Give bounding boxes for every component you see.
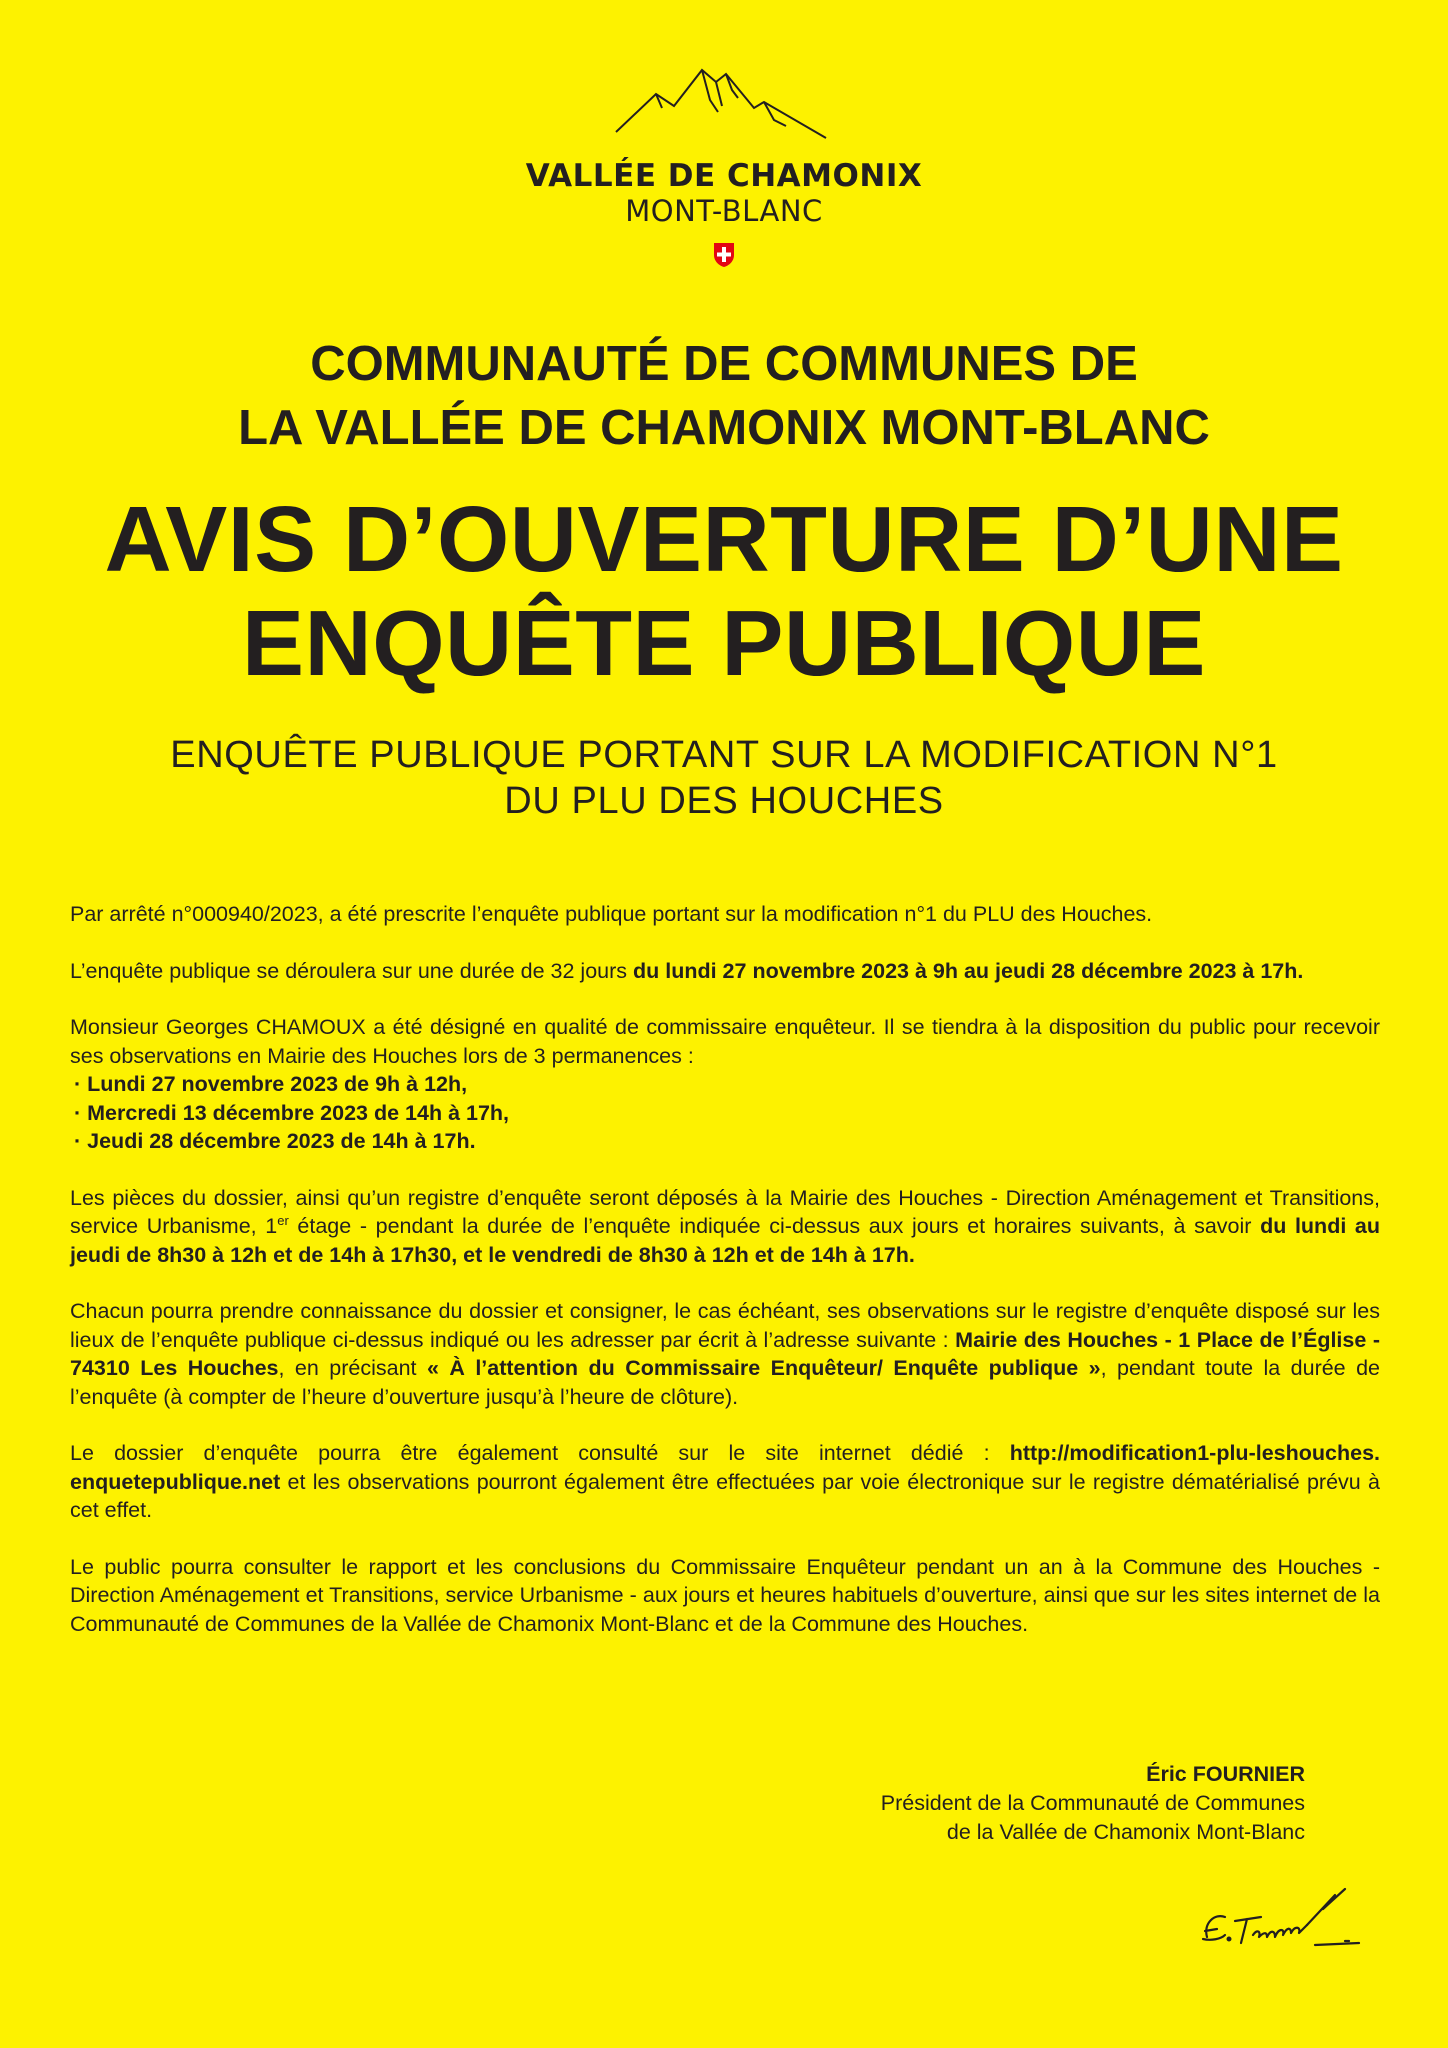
- floor-superscript: er: [277, 1212, 289, 1228]
- duration-text: L’enquête publique se déroulera sur une durée de 32 jours: [70, 958, 633, 983]
- mountains-logo-icon: [614, 60, 834, 140]
- subtitle-line-1: ENQUÊTE PUBLIQUE PORTANT SUR LA MODIFICATION N°1: [170, 734, 1278, 776]
- documents-text: Les pièces du dossier, ainsi qu’un registre d’enquête seront déposés à la Mairie des Houches - Direction Aménagement et Transitions, service Urbanisme, 1: [70, 1185, 1380, 1238]
- title-line-2: ENQUÊTE PUBLIQUE: [242, 591, 1206, 695]
- notice-body: [70, 900, 1380, 1666]
- website-text: Le dossier d’enquête pourra être également consulté sur le site internet dédié :: [70, 1441, 1010, 1465]
- paragraph-documents: [70, 1184, 1380, 1270]
- opening-hours: du lundi au jeudi de 8h30 à 12h et de 14h à 17h30, et le vendredi de 8h30 à 12h et de 14h à 17h.: [70, 1214, 1381, 1267]
- handwritten-signature: [1195, 1875, 1365, 1955]
- observations-text: Chacun pourra prendre connaissance du dossier et consigner, le cas échéant, ses observations sur le registre d’enquête disposé sur les lieux de l’enquête publique ci-dessus indiqué ou les adresser par écrit à l’adresse suivante :: [70, 1299, 1380, 1352]
- signatory-role-1: Président de la Communauté de Communes: [880, 1791, 1305, 1815]
- org-line-2: LA VALLÉE DE CHAMONIX MONT-BLANC: [238, 401, 1210, 455]
- page-subtitle: [0, 732, 1448, 824]
- organization-heading: [0, 332, 1448, 460]
- duration-dates: du lundi 27 novembre 2023 à 9h au jeudi 28 décembre 2023 à 17h.: [633, 958, 1304, 983]
- logo: [0, 60, 1448, 268]
- org-line-1: COMMUNAUTÉ DE COMMUNES DE: [310, 337, 1138, 391]
- signature-block: [881, 1760, 1305, 1847]
- list-item: · Lundi 27 novembre 2023 de 9h à 12h,: [70, 1070, 1380, 1099]
- mail-mention: « À l’attention du Commissaire Enquêteur/ Enquête publique »: [426, 1356, 1101, 1380]
- savoie-shield-icon: [713, 242, 735, 268]
- paragraph-decree: Par arrêté n°000940/2023, a été prescrite l’enquête publique portant sur la modification n°1 du PLU des Houches.: [70, 902, 1153, 926]
- permanences-list: [70, 1070, 1380, 1156]
- website-text-2: et les observations pourront également être effectuées par voie électronique sur le registre dématérialisé prévu à cet effet.: [70, 1469, 1380, 1522]
- observations-text-2: , en précisant: [278, 1356, 427, 1380]
- logo-title: VALLÉE DE CHAMONIX: [525, 158, 923, 194]
- website-url: http://modification1-plu-leshouches. enquetepublique.net: [70, 1441, 1380, 1494]
- page-title: [0, 487, 1448, 695]
- subtitle-line-2: DU PLU DES HOUCHES: [504, 780, 944, 822]
- observations-text-3: , pendant toute la durée de l’enquête (à compter de l’heure d’ouverture jusqu’à l’heure de clôture).: [70, 1356, 1380, 1409]
- paragraph-duration: [70, 957, 1380, 986]
- paragraph-report: Le public pourra consulter le rapport et les conclusions du Commissaire Enquêteur pendant un an à la Commune des Houches - Direction Aménagement et Transitions, service Urbanisme - aux jours et heures habituels d’ouverture, ainsi que sur les sites internet de la Communauté de Communes de la Vallée de Chamonix Mont-Blanc et de la Commune des Houches.: [70, 1554, 1380, 1636]
- paragraph-commissioner: [70, 1013, 1380, 1156]
- list-item: · Jeudi 28 décembre 2023 de 14h à 17h.: [70, 1127, 1380, 1156]
- documents-text-2: étage - pendant la durée de l’enquête indiquée ci-dessus aux jours et horaires suivants, à savoir: [288, 1214, 1261, 1238]
- signatory-name: Éric FOURNIER: [1146, 1762, 1305, 1786]
- signatory-role-2: de la Vallée de Chamonix Mont-Blanc: [946, 1820, 1305, 1844]
- paragraph-observations: [70, 1297, 1380, 1411]
- paragraph-website: [70, 1439, 1380, 1525]
- mairie-address: Mairie des Houches - 1 Place de l’Église - 74310 Les Houches: [70, 1327, 1380, 1380]
- list-item: · Mercredi 13 décembre 2023 de 14h à 17h,: [70, 1099, 1380, 1128]
- title-line-1: AVIS D’OUVERTURE D’UNE: [104, 487, 1344, 591]
- commissioner-text: Monsieur Georges CHAMOUX a été désigné en qualité de commissaire enquêteur. Il se tiendra à la disposition du public pour recevoir ses observations en Mairie des Houches lors de 3 permanences :: [70, 1015, 1380, 1068]
- logo-subtitle: MONT-BLANC: [625, 194, 823, 228]
